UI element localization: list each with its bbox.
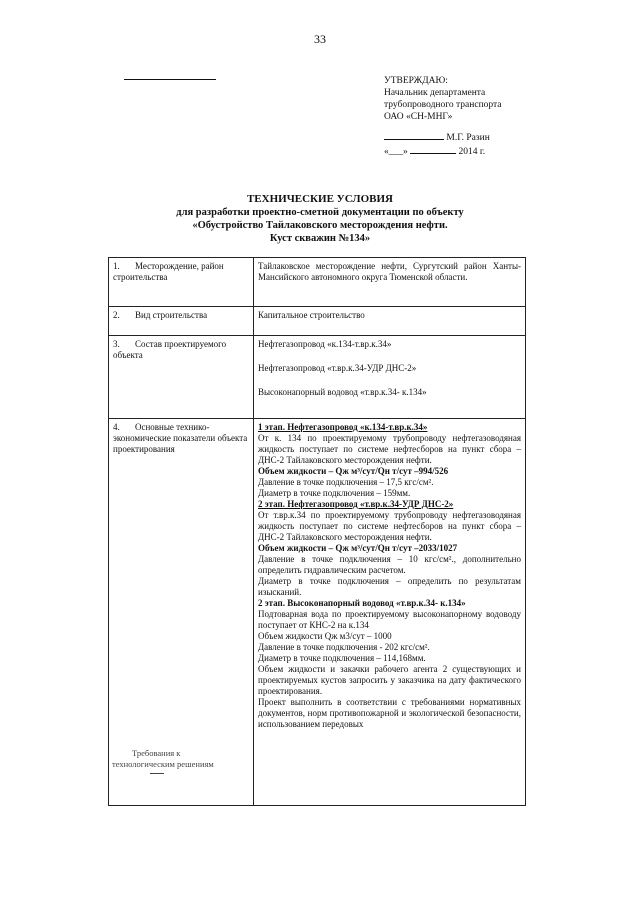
approval-block — [384, 75, 502, 158]
row-value-cell — [254, 307, 526, 336]
row-number: 3. — [113, 339, 120, 349]
object-item: Нефтегазопровод «т.вр.к.34-УДР ДНС-2» — [258, 363, 417, 373]
approval-date-row — [384, 144, 502, 158]
signature-line — [384, 130, 444, 140]
approval-heading: УТВЕРЖДАЮ: — [384, 76, 448, 86]
row-number: 4. — [113, 422, 120, 432]
title-line4: Куст скважин №134» — [269, 233, 371, 244]
table-row — [109, 258, 526, 307]
extra-note-2: Проект выполнить в соответствии с требованиями нормативных документов, норм противопожарной и экологической безопасности, использованием передовых — [258, 697, 521, 729]
title-line3: «Обустройство Тайлаковского месторождения нефти. — [192, 220, 448, 231]
row-label: Основные технико-экономические показатели объекта проектирования — [113, 422, 248, 454]
approval-date-prefix: «___» — [384, 147, 408, 157]
stage-1-body: От к. 134 по проектируемому трубопроводу нефтегазоводяная жидкость поступает по системе нефтесборов на пункт сбора – ДНС-2 Тайлаковского месторождения нефти. — [258, 433, 521, 465]
date-line — [410, 144, 456, 154]
object-item: Высоконапорный водовод «т.вр.к.34- к.134» — [258, 387, 427, 397]
approval-line3: ОАО «СН-МНГ» — [384, 112, 453, 122]
row-value-cell — [254, 258, 526, 307]
row-label: Вид строительства — [135, 310, 208, 320]
stage-1-heading: 1 этап. Нефтегазопровод «к.134-т.вр.к.34» — [258, 422, 428, 432]
row-value-cell — [254, 419, 526, 806]
approval-line1: Начальник департамента — [384, 88, 486, 98]
bottom-left-line2: технологическим решениям — [112, 759, 214, 769]
page-number: 33 — [314, 32, 326, 46]
stage-2-volume: Объем жидкости – Qж м³/сут/Qн т/сут –2033/1027 — [258, 543, 458, 553]
stage-1-volume: Объем жидкости – Qж м³/сут/Qн т/сут –994/526 — [258, 466, 449, 476]
row-label-cell — [109, 307, 254, 336]
row-value: Тайлаковское месторождение нефти, Сургутский район Ханты-Мансийского автономного округа Тюменской области. — [258, 261, 521, 282]
approval-line2: трубопроводного транспорта — [384, 100, 502, 110]
row-number: 2. — [113, 310, 120, 320]
title-line2: для разработки проектно-сметной документации по объекту — [176, 207, 464, 218]
row-label-cell — [109, 258, 254, 307]
bottom-left-line1: Требования к — [132, 748, 181, 758]
extra-note: Объем жидкости и закачки рабочего агента 2 существующих и проектируемых кустов запросить у заказчика на дату фактического проектирования. — [258, 664, 521, 696]
document-title — [0, 193, 640, 245]
row-number: 1. — [113, 261, 120, 271]
stage-3-diameter: Диаметр в точке подключения – 114,168мм. — [258, 653, 426, 663]
stage-2-body: От т.вр.к.34 по проектируемому трубопроводу нефтегазоводяная жидкость поступает по системе нефтесборов на пункт сбора – ДНС-2 Тайлаковского месторождения нефти. — [258, 510, 521, 542]
stage-3-pressure: Давление в точке подключения - 202 кгс/см². — [258, 642, 430, 652]
stage-2-diameter: Диаметр в точке подключения – определить по результатам изысканий. — [258, 576, 521, 597]
table-row — [109, 336, 526, 419]
approval-signature-row — [384, 130, 502, 144]
stage-2-pressure: Давление в точке подключения – 10 кгс/см²., дополнительно определить гидравлическим расчетом. — [258, 554, 521, 575]
approval-date-suffix: 2014 г. — [458, 147, 486, 157]
row-value: Капитальное строительство — [258, 310, 365, 320]
stage-3-heading: 2 этап. Высоконапорный водовод «т.вр.к.34- к.134» — [258, 598, 466, 608]
row-label: Состав проектируемого объекта — [113, 339, 227, 360]
stage-1-pressure: Давление в точке подключения – 17,5 кгс/см². — [258, 477, 434, 487]
row-label: Месторождение, район строительства — [113, 261, 224, 282]
bottom-left-label — [112, 748, 214, 770]
stage-3-body: Подтоварная вода по проектируемому высоконапорному водоводу поступает от КНС-2 на к.134 — [258, 609, 521, 630]
row-label-cell — [109, 336, 254, 419]
bottom-dash — [150, 773, 164, 774]
stage-3-volume: Объем жидкости Qж м3/сут – 1000 — [258, 631, 392, 641]
stage-2-heading: 2 этап. Нефтегазопровод «т.вр.к.34-УДР ДНС-2» — [258, 499, 454, 509]
stage-1-diameter: Диаметр в точке подключения – 159мм. — [258, 488, 411, 498]
title-line1: ТЕХНИЧЕСКИЕ УСЛОВИЯ — [246, 193, 394, 205]
approval-signer: М.Г. Разин — [446, 133, 490, 143]
table-row — [109, 307, 526, 336]
top-rule — [124, 79, 216, 80]
object-item: Нефтегазопровод «к.134-т.вр.к.34» — [258, 339, 392, 349]
row-value-cell — [254, 336, 526, 419]
conditions-table — [108, 257, 526, 806]
